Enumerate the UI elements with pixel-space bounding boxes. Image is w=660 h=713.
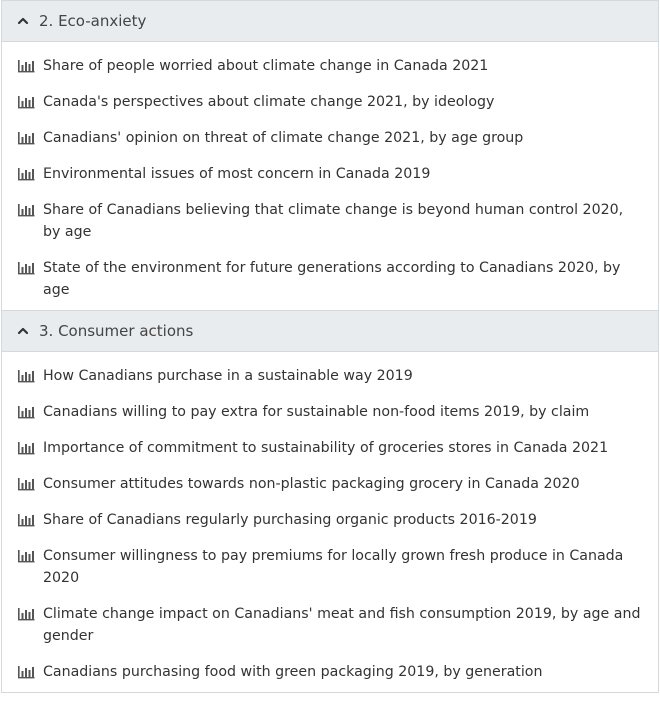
list-item-label: Environmental issues of most concern in Canada 2019 [43,166,431,182]
bar-chart-icon [17,55,36,77]
list-item[interactable] [2,538,658,596]
list-item[interactable] [2,192,658,250]
list-item-label: Consumer attitudes towards non-plastic packaging grocery in Canada 2020 [43,476,580,492]
section-consumer-actions [2,310,658,692]
list-item-label: Climate change impact on Canadians' meat and fish consumption 2019, by age and gender [43,606,641,644]
list-item-label: Canadians willing to pay extra for sustainable non-food items 2019, by claim [43,404,590,420]
bar-chart-icon [17,603,36,625]
chevron-up-icon [17,324,31,338]
section-items [2,42,658,310]
section-title: 3. Consumer actions [39,322,194,340]
bar-chart-icon [17,199,36,221]
section-items [2,352,658,692]
section-header-consumer-actions[interactable] [2,310,658,352]
bar-chart-icon [17,365,36,387]
section-header-eco-anxiety[interactable] [2,1,658,42]
list-item-label: Share of Canadians believing that climate change is beyond human control 2020, by age [43,202,624,240]
list-item-label: Share of Canadians regularly purchasing organic products 2016-2019 [43,512,537,528]
bar-chart-icon [17,473,36,495]
list-item[interactable] [2,654,658,690]
bar-chart-icon [17,437,36,459]
list-item[interactable] [2,48,658,84]
list-item[interactable] [2,120,658,156]
bar-chart-icon [17,545,36,567]
list-item[interactable] [2,596,658,654]
list-item-label: Canadians purchasing food with green packaging 2019, by generation [43,664,543,680]
bar-chart-icon [17,509,36,531]
bar-chart-icon [17,401,36,423]
list-item[interactable] [2,358,658,394]
list-item-label: Importance of commitment to sustainability of groceries stores in Canada 2021 [43,440,609,456]
list-item-label: Share of people worried about climate change in Canada 2021 [43,58,489,74]
section-eco-anxiety [2,1,658,310]
list-item-label: Canadians' opinion on threat of climate change 2021, by age group [43,130,524,146]
section-title: 2. Eco-anxiety [39,12,147,30]
bar-chart-icon [17,257,36,279]
list-item[interactable] [2,502,658,538]
list-item-label: Canada's perspectives about climate change 2021, by ideology [43,94,495,110]
statistics-list [1,0,659,693]
bar-chart-icon [17,661,36,683]
list-item[interactable] [2,84,658,120]
list-item-label: Consumer willingness to pay premiums for locally grown fresh produce in Canada 2020 [43,548,624,586]
bar-chart-icon [17,91,36,113]
list-item[interactable] [2,156,658,192]
bar-chart-icon [17,127,36,149]
list-item[interactable] [2,250,658,308]
list-item[interactable] [2,394,658,430]
bar-chart-icon [17,163,36,185]
chevron-up-icon [17,14,31,28]
list-item[interactable] [2,430,658,466]
list-item-label: State of the environment for future generations according to Canadians 2020, by age [43,260,621,298]
list-item[interactable] [2,466,658,502]
list-item-label: How Canadians purchase in a sustainable way 2019 [43,368,413,384]
